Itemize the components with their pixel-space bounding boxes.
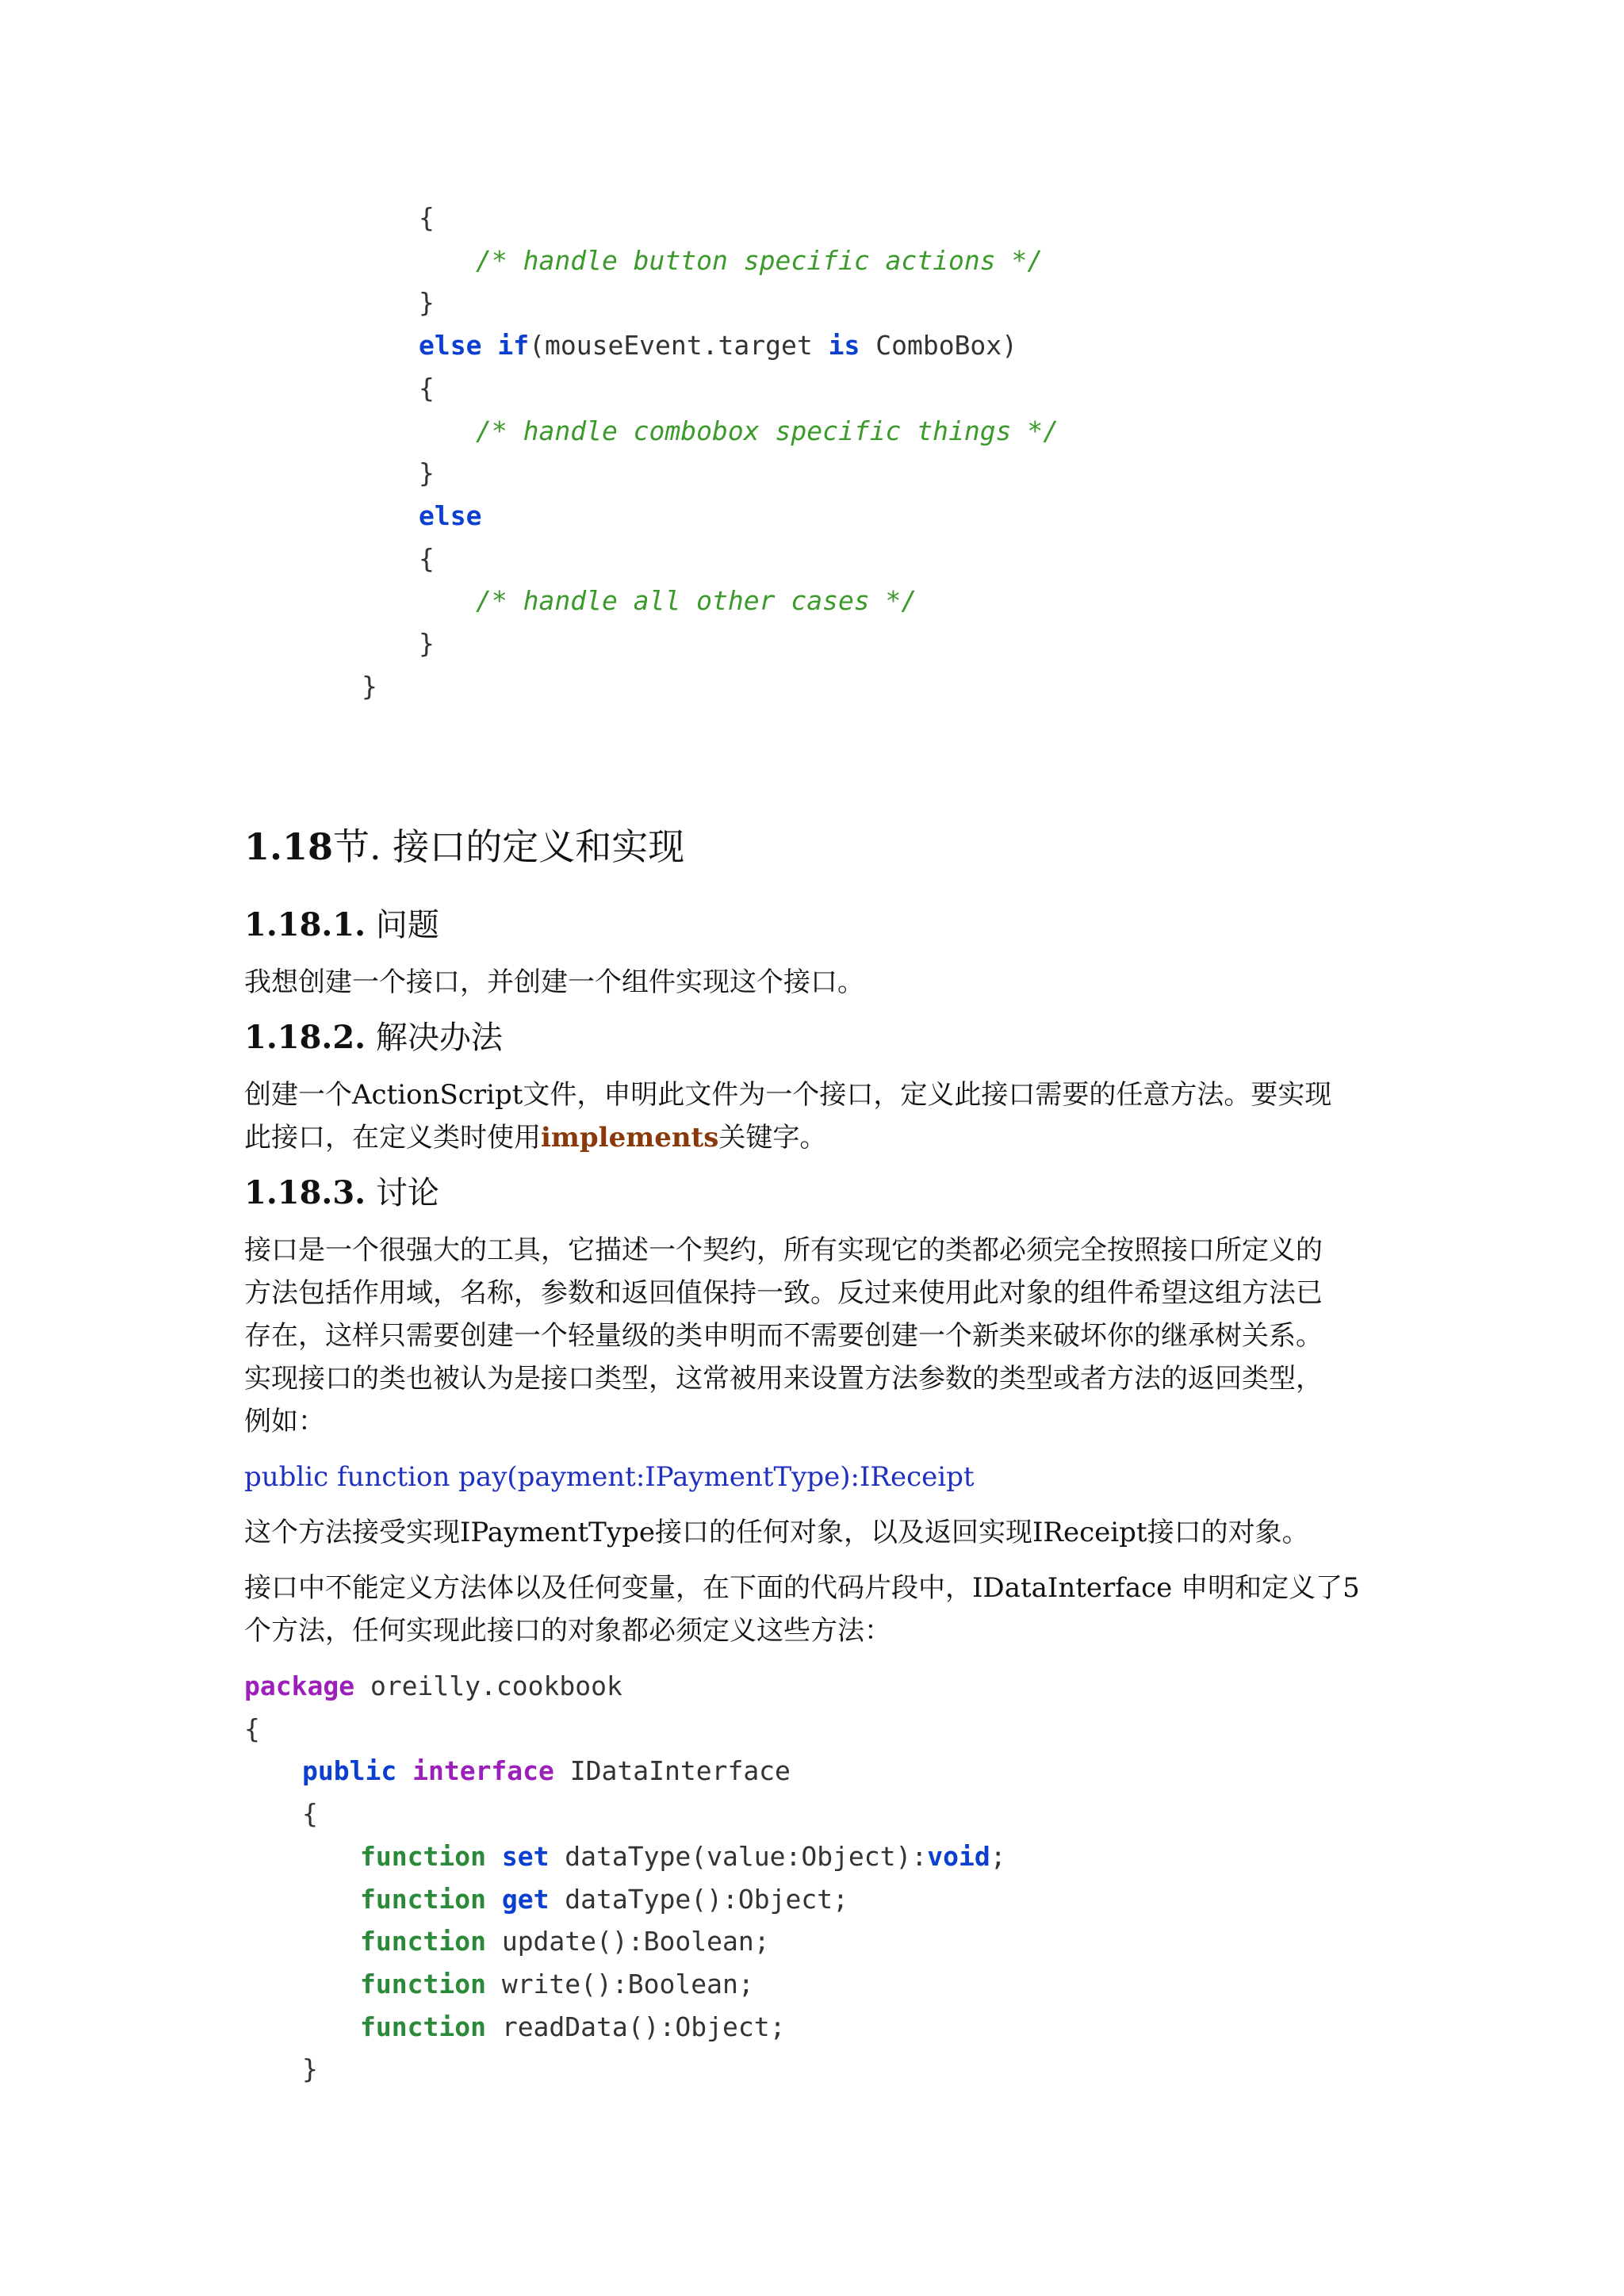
discussion-line: 接口是一个很强大的工具，它描述一个契约，所有实现它的类都必须完全按照接口所定义的 [244, 1234, 1323, 1266]
code-token: ComboBox) [860, 330, 1018, 362]
code-token [396, 1755, 412, 1786]
solution-line-2-before: 此接口，在定义类时使用 [244, 1122, 541, 1154]
code-token: function [360, 1968, 486, 1999]
section-title: 接口的定义和实现 [393, 825, 685, 868]
code-line [302, 1793, 318, 1835]
code-token: dataType():Object; [549, 1883, 848, 1915]
code-line [360, 1963, 754, 2006]
code-token: { [302, 1798, 318, 1830]
code-line [244, 1665, 622, 1708]
code-token: /* handle button specific actions */ [476, 244, 1044, 276]
discussion-line: 接口中不能定义方法体以及任何变量，在下面的代码片段中，IDataInterface 申明和定义了5 [244, 1572, 1360, 1604]
discussion-number: 1.18.3. [244, 1174, 366, 1211]
code-token: write():Boolean; [485, 1968, 754, 1999]
discussion-title: 讨论 [375, 1175, 439, 1211]
code-token: set [501, 1840, 550, 1872]
discussion-line: 例如： [244, 1406, 325, 1437]
code-line [419, 452, 435, 495]
code-token: package [244, 1670, 355, 1701]
code-line [244, 1708, 260, 1751]
code-token: { [419, 542, 435, 574]
code-token: /* handle all other cases */ [476, 585, 917, 617]
code-token: (mouseEvent.target [529, 330, 829, 362]
code-token: function [360, 1926, 486, 1957]
code-token: } [362, 670, 377, 702]
code-line [476, 410, 1059, 453]
section-suffix: 节. [333, 825, 381, 868]
code-token: IDataInterface [553, 1755, 791, 1787]
code-token: if [497, 330, 530, 362]
problem-text [244, 961, 1386, 1004]
code-token: /* handle combobox specific things */ [476, 415, 1059, 446]
solution-title: 解决办法 [375, 1020, 503, 1056]
code-token [481, 330, 497, 361]
section-number: 1.18 [244, 825, 334, 868]
code-token: dataType(value:Object): [549, 1840, 928, 1872]
code-token: oreilly.cookbook [354, 1670, 622, 1701]
code-token: { [419, 202, 435, 233]
solution-heading [244, 1016, 503, 1059]
code-token: ; [990, 1840, 1006, 1872]
code-token: else [419, 330, 482, 362]
code-token: else [419, 499, 482, 531]
code-token: { [419, 372, 435, 404]
solution-line-2 [244, 1116, 1386, 1159]
code-token: interface [412, 1755, 554, 1787]
code-token: } [302, 2053, 318, 2085]
code-line [360, 1835, 1006, 1878]
solution-text [244, 1073, 1386, 1159]
method-signature: public function pay(payment:IPaymentType):IReceipt [244, 1461, 975, 1493]
code-token: function [360, 2011, 486, 2042]
solution-line-2-after: 关键字。 [718, 1122, 827, 1154]
code-line [419, 622, 435, 665]
discussion-line: 存在，这样只需要创建一个轻量级的类申明而不需要创建一个新类来破坏你的继承树关系。 [244, 1320, 1323, 1352]
code-line [360, 1920, 770, 1963]
discussion-line: 实现接口的类也被认为是接口类型，这常被用来设置方法参数的类型或者方法的返回类型， [244, 1363, 1323, 1395]
code-line [362, 665, 377, 708]
code-token [486, 1841, 502, 1872]
implements-keyword: implements [541, 1122, 719, 1154]
code-line [360, 2006, 785, 2049]
code-token: { [244, 1712, 260, 1744]
code-token: function [360, 1840, 486, 1872]
problem-title: 问题 [375, 907, 439, 943]
discussion-paragraph-1 [244, 1229, 1386, 1443]
problem-number: 1.18.1. [244, 906, 366, 943]
solution-line-1: 创建一个ActionScript文件，申明此文件为一个接口，定义此接口需要的任意方法。要实现 [244, 1079, 1332, 1111]
code-line [419, 324, 1017, 367]
code-token: update():Boolean; [485, 1926, 770, 1957]
code-token: is [828, 330, 860, 362]
code-line [419, 281, 435, 324]
discussion-line: 个方法，任何实现此接口的对象都必须定义这些方法： [244, 1615, 891, 1647]
discussion-line: 方法包括作用域，名称，参数和返回值保持一致。反过来使用此对象的组件希望这组方法已 [244, 1277, 1323, 1309]
code-line [419, 367, 435, 410]
code-line [476, 239, 1043, 282]
problem-heading [244, 904, 439, 947]
solution-number: 1.18.2. [244, 1019, 366, 1056]
code-token: } [419, 628, 435, 659]
code-line [476, 580, 917, 622]
problem-line: 我想创建一个接口，并创建一个组件实现这个接口。 [244, 966, 864, 998]
code-token [486, 1884, 502, 1915]
code-line [302, 2048, 318, 2091]
code-line [302, 1750, 791, 1793]
code-token: public [302, 1755, 397, 1787]
discussion-line: 这个方法接受实现IPaymentType接口的任何对象，以及返回实现IReceipt接口的对象。 [244, 1517, 1309, 1548]
discussion-paragraph-3 [244, 1567, 1386, 1652]
code-token: function [360, 1883, 486, 1915]
code-line [419, 495, 481, 538]
code-line [419, 197, 435, 239]
discussion-heading [244, 1172, 439, 1215]
code-token: get [501, 1883, 550, 1915]
code-token: void [927, 1840, 990, 1872]
discussion-paragraph-2 [244, 1511, 1386, 1554]
code-token: } [419, 287, 435, 319]
code-token: } [419, 457, 435, 489]
code-line [360, 1878, 848, 1921]
section-heading [244, 823, 684, 871]
code-token: readData():Object; [485, 2011, 786, 2042]
code-line [419, 538, 435, 580]
